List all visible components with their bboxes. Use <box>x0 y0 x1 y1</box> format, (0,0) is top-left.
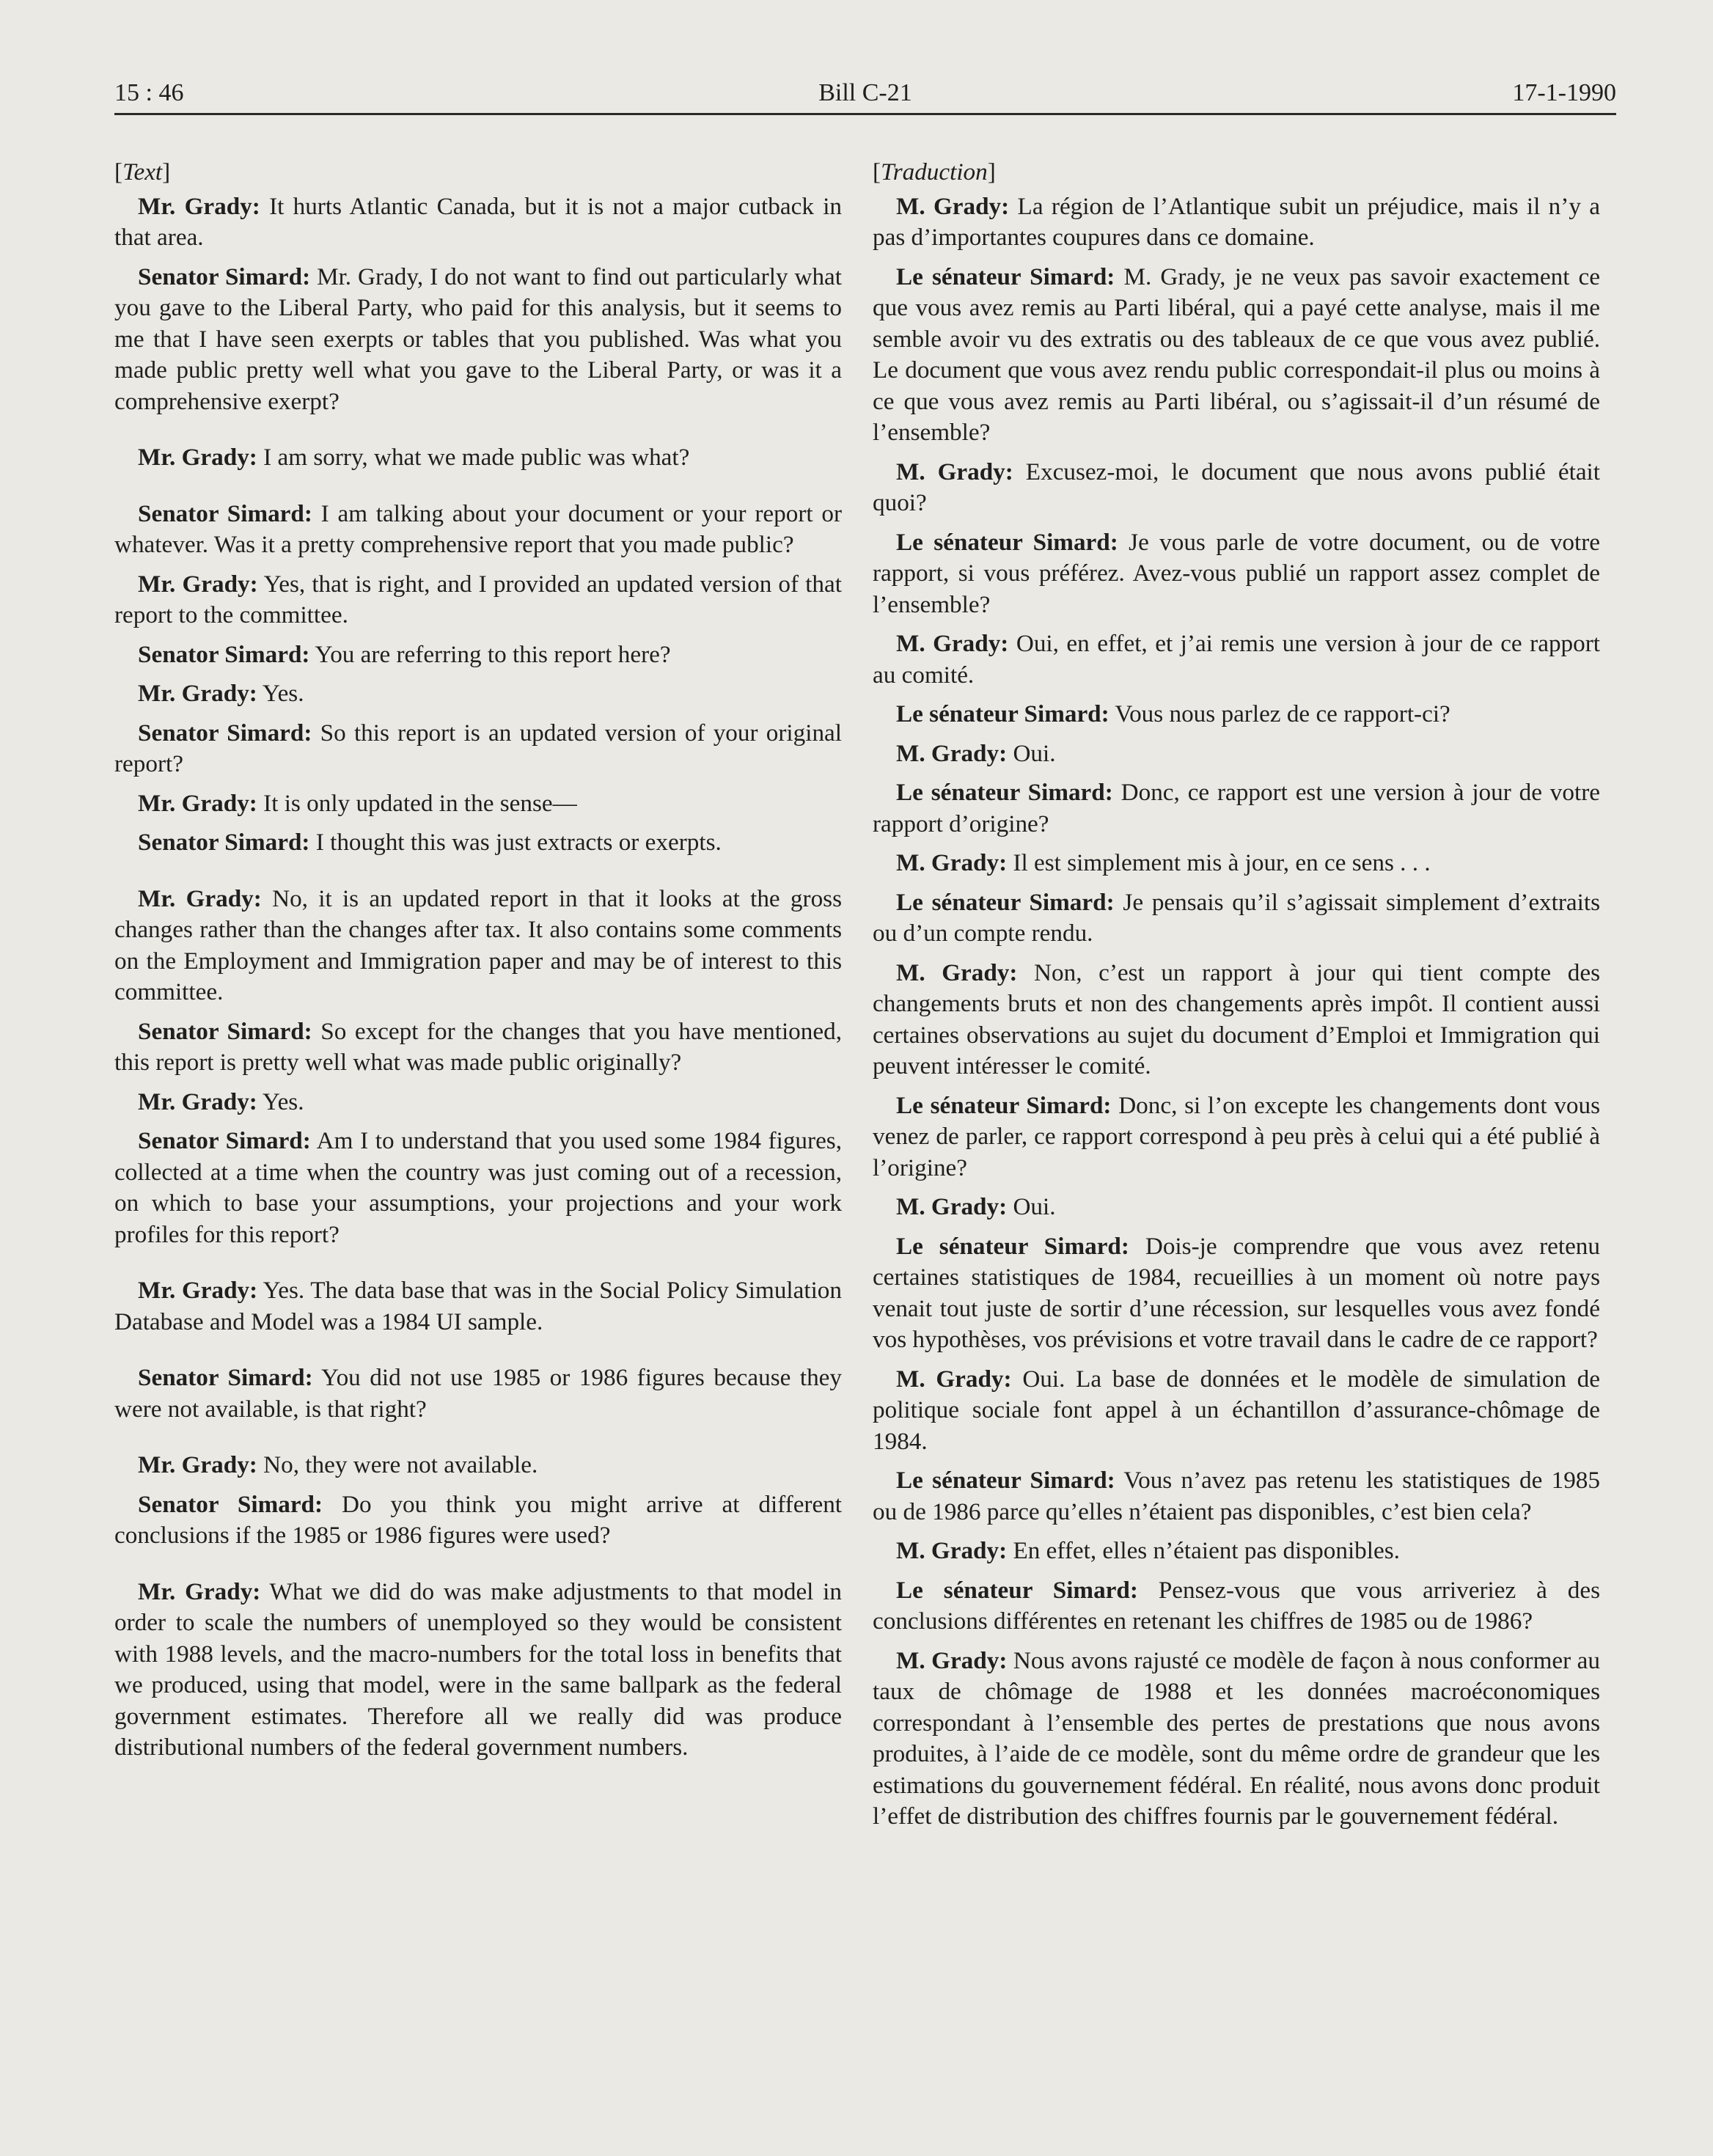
speech-text: What we did do was make adjustments to that model in order to scale the numbers of unemployed so they would be consistent with 1988 levels, and the macro-numbers for the total loss in benefits that we produced, using that model, were in the same ballpark as the federal government estimates. Therefore all we really did was produce distributional numbers of the federal government numbers. <box>114 1577 842 1761</box>
speaker-name: Mr. Grady: <box>138 444 257 471</box>
speaker-name: Senator Simard: <box>138 640 310 668</box>
transcript-paragraph <box>114 1087 842 1118</box>
speech-text: You did not use 1985 or 1986 figures because they were not available, is that right? <box>114 1364 842 1423</box>
speaker-name: Le sénateur Simard: <box>896 1576 1138 1604</box>
speaker-name: Mr. Grady: <box>138 570 258 598</box>
speaker-name: Senator Simard: <box>138 1490 323 1518</box>
column-tag-label: Traduction <box>881 158 988 186</box>
transcript-paragraph <box>873 1231 1600 1356</box>
transcript-paragraph <box>873 628 1600 691</box>
speech-text: You are referring to this report here? <box>315 640 671 668</box>
speech-text: La région de l’Atlantique subit un préjudice, mais il n’y a pas d’importantes coupures dans ce domaine. <box>873 192 1600 251</box>
speech-text: Yes. <box>262 680 304 707</box>
column-tag-label: Text <box>122 158 163 186</box>
speaker-name: Mr. Grady: <box>138 680 257 707</box>
transcript-paragraph <box>114 1016 842 1079</box>
speech-text: Yes. The data base that was in the Social Policy Simulation Database and Model was a 1984 UI sample. <box>114 1277 842 1335</box>
header-rule <box>114 113 1616 115</box>
speaker-name: M. Grady: <box>896 192 1010 220</box>
transcript-paragraph <box>114 639 842 671</box>
speaker-name: Mr. Grady: <box>138 884 262 912</box>
speech-text: Yes, that is right, and I provided an updated version of that report to the committee. <box>114 570 842 628</box>
speaker-name: M. Grady: <box>896 1646 1008 1674</box>
transcript-paragraph <box>873 1090 1600 1184</box>
transcript-paragraph <box>114 678 842 710</box>
speaker-name: Senator Simard: <box>138 1127 311 1154</box>
transcript-paragraph <box>114 1363 842 1425</box>
transcript-paragraph <box>114 191 842 254</box>
speaker-name: Senator Simard: <box>138 1364 313 1391</box>
speech-text: Pensez-vous que vous arriveriez à des conclusions différentes en retenant les chiffres de 1985 ou de 1986? <box>873 1576 1601 1635</box>
speech-text: En effet, elles n’étaient pas disponibles. <box>1013 1537 1400 1564</box>
transcript-paragraph <box>873 1646 1600 1833</box>
transcript-paragraph <box>873 1575 1600 1638</box>
speaker-name: Le sénateur Simard: <box>896 779 1113 806</box>
speech-text: I am sorry, what we made public was what? <box>263 444 690 471</box>
speech-text: Vous n’avez pas retenu les statistiques de 1985 ou de 1986 parce qu’elles n’étaient pas disponibles, c’est bien cela? <box>873 1467 1600 1525</box>
document-title: Bill C-21 <box>818 79 912 106</box>
speech-text: Excusez-moi, le document que nous avons publié était quoi? <box>873 458 1600 516</box>
speech-text: Do you think you might arrive at different conclusions if the 1985 or 1986 figures were used? <box>114 1490 843 1549</box>
transcript-paragraph <box>873 1536 1600 1567</box>
transcript-paragraph <box>873 848 1600 879</box>
speaker-name: Le sénateur Simard: <box>896 263 1115 290</box>
speaker-name: Le sénateur Simard: <box>896 1091 1112 1119</box>
speaker-name: M. Grady: <box>896 1365 1012 1393</box>
transcript-paragraph <box>873 1364 1600 1458</box>
speech-text: No, it is an updated report in that it looks at the gross changes rather than the changes after tax. It also contains some comments on the Employment and Immigration paper and may be of interest to this committee. <box>114 884 843 1005</box>
column-tag: [Traduction] <box>873 158 996 186</box>
french-column <box>873 157 1600 1841</box>
transcript-paragraph <box>873 958 1600 1082</box>
speech-text: It is only updated in the sense— <box>263 789 577 817</box>
speech-text: M. Grady, je ne veux pas savoir exactement ce que vous avez remis au Parti libéral, qui a payé cette analyse, mais il me semble avoir vu des extratis ou des tableaux de ce que vous avez publié. Le document que vous avez rendu public correspondait-il plus ou moins à ce que vous avez remis au Parti libéral, ou s’agissait-il d’un résumé de l’ensemble? <box>873 263 1601 446</box>
column-tag: [Text] <box>114 158 171 186</box>
transcript-paragraph <box>114 1450 842 1481</box>
speech-text: Il est simplement mis à jour, en ce sens . . . <box>1013 849 1431 876</box>
speaker-name: Le sénateur Simard: <box>896 1467 1115 1494</box>
transcript-paragraph <box>873 262 1600 449</box>
transcript-paragraph <box>873 1192 1600 1223</box>
transcript-paragraph <box>873 777 1600 840</box>
transcript-paragraph <box>114 1489 842 1552</box>
transcript-paragraph <box>873 887 1600 950</box>
speaker-name: Senator Simard: <box>138 719 312 747</box>
speech-text: Je vous parle de votre document, ou de votre rapport, si vous préférez. Avez-vous publié un rapport assez complet de l’ensemble? <box>873 528 1601 618</box>
transcript-paragraph <box>873 699 1600 730</box>
speaker-name: Le sénateur Simard: <box>896 700 1109 727</box>
transcript-paragraph <box>114 442 842 474</box>
speaker-name: Mr. Grady: <box>138 789 257 817</box>
speech-text: Je pensais qu’il s’agissait simplement d’extraits ou d’un compte rendu. <box>873 888 1600 947</box>
speech-text: Nous avons rajusté ce modèle de façon à nous conformer au taux de chômage de 1988 et les données macroéconomiques correspondant à l’ensemble des pertes de prestations que nous avons produites, à l’aide de ce modèle, sont du même ordre de grandeur que les estimations du gouvernement fédéral. En réalité, nous avons donc produit l’effet de distribution des chiffres fournis par le gouvernement fédéral. <box>873 1646 1601 1830</box>
transcript-paragraph <box>114 1126 842 1250</box>
speech-text: Yes. <box>262 1088 304 1115</box>
speaker-name: Mr. Grady: <box>138 1088 257 1115</box>
speaker-name: Mr. Grady: <box>138 192 260 220</box>
transcript-paragraph <box>114 788 842 820</box>
speaker-name: Le sénateur Simard: <box>896 1232 1129 1260</box>
speaker-name: M. Grady: <box>896 849 1008 876</box>
speaker-name: Senator Simard: <box>138 499 312 527</box>
speaker-name: Mr. Grady: <box>138 1277 258 1304</box>
speaker-name: M. Grady: <box>896 1193 1008 1220</box>
speech-text: So this report is an updated version of your original report? <box>114 719 843 777</box>
transcript-paragraph <box>114 718 842 780</box>
speaker-name: M. Grady: <box>896 630 1009 657</box>
speech-text: No, they were not available. <box>263 1451 538 1478</box>
speaker-name: M. Grady: <box>896 1537 1008 1564</box>
document-date: 17-1-1990 <box>1512 79 1616 106</box>
transcript-paragraph <box>114 499 842 561</box>
transcript-paragraph <box>873 191 1600 254</box>
page-number: 15 : 46 <box>114 79 184 106</box>
transcript-paragraph <box>873 457 1600 519</box>
page-header <box>114 76 1616 114</box>
speech-text: Vous nous parlez de ce rapport-ci? <box>1115 700 1450 727</box>
speech-text: Non, c’est un rapport à jour qui tient compte des changements bruts et non des changements après impôt. Il contient aussi certaines observations au sujet du document d’Emploi et Immigration qui peuvent intéresser le comité. <box>873 958 1600 1079</box>
speaker-name: Le sénateur Simard: <box>896 528 1118 556</box>
transcript-paragraph <box>114 569 842 631</box>
speaker-name: Senator Simard: <box>138 829 310 856</box>
transcript-paragraph <box>114 1577 842 1764</box>
speaker-name: Le sénateur Simard: <box>896 888 1115 916</box>
speaker-name: M. Grady: <box>896 739 1008 767</box>
speech-text: Donc, si l’on excepte les changements dont vous venez de parler, ce rapport correspond à peu près à celui qui a été publié à l’origine? <box>873 1091 1601 1181</box>
speaker-name: Mr. Grady: <box>138 1577 261 1605</box>
speech-text: So except for the changes that you have mentioned, this report is pretty well what was made public originally? <box>114 1017 842 1076</box>
transcript-paragraph <box>873 527 1600 621</box>
speech-text: Am I to understand that you used some 1984 figures, collected at a time when the country was just coming out of a recession, on which to base your assumptions, your projections and your work profiles for this report? <box>114 1127 843 1248</box>
speech-text: Dois-je comprendre que vous avez retenu certaines statistiques de 1984, recueillies à un moment où notre pays venait tout juste de sortir d’une récession, sur lesquelles vous avez fondé vos hypothèses, vos prévisions et votre travail dans le cadre de ce rapport? <box>873 1232 1600 1353</box>
transcript-paragraph <box>873 1465 1600 1528</box>
speaker-name: M. Grady: <box>896 458 1013 485</box>
speech-text: Oui. <box>1013 1193 1056 1220</box>
english-column <box>114 157 842 1772</box>
speech-text: Oui, en effet, et j’ai remis une version à jour de ce rapport au comité. <box>873 630 1600 689</box>
transcript-paragraph <box>114 1275 842 1338</box>
transcript-paragraph <box>114 827 842 859</box>
transcript-paragraph <box>873 738 1600 770</box>
speaker-name: Senator Simard: <box>138 1017 312 1045</box>
speech-text: Donc, ce rapport est une version à jour de votre rapport d’origine? <box>873 779 1600 837</box>
transcript-paragraph <box>114 884 842 1008</box>
speech-text: Oui. <box>1013 739 1056 767</box>
speech-text: Oui. La base de données et le modèle de simulation de politique sociale font appel à un échantillon d’assurance-chômage de 1984. <box>873 1365 1601 1455</box>
speaker-name: Mr. Grady: <box>138 1451 257 1478</box>
speech-text: I am talking about your document or your report or whatever. Was it a pretty comprehensive report that you made public? <box>114 499 842 558</box>
speech-text: Mr. Grady, I do not want to find out particularly what you gave to the Liberal Party, who paid for this analysis, but it seems to me that I have seen exerpts or tables that you published. Was what you made public pretty well what you gave to the Liberal Party, or was it a comprehensive exerpt? <box>114 263 842 415</box>
transcript-paragraph <box>114 262 842 418</box>
speech-text: I thought this was just extracts or exerpts. <box>315 829 722 856</box>
speaker-name: Senator Simard: <box>138 263 311 290</box>
speaker-name: M. Grady: <box>896 958 1018 986</box>
speech-text: It hurts Atlantic Canada, but it is not a major cutback in that area. <box>114 192 843 251</box>
